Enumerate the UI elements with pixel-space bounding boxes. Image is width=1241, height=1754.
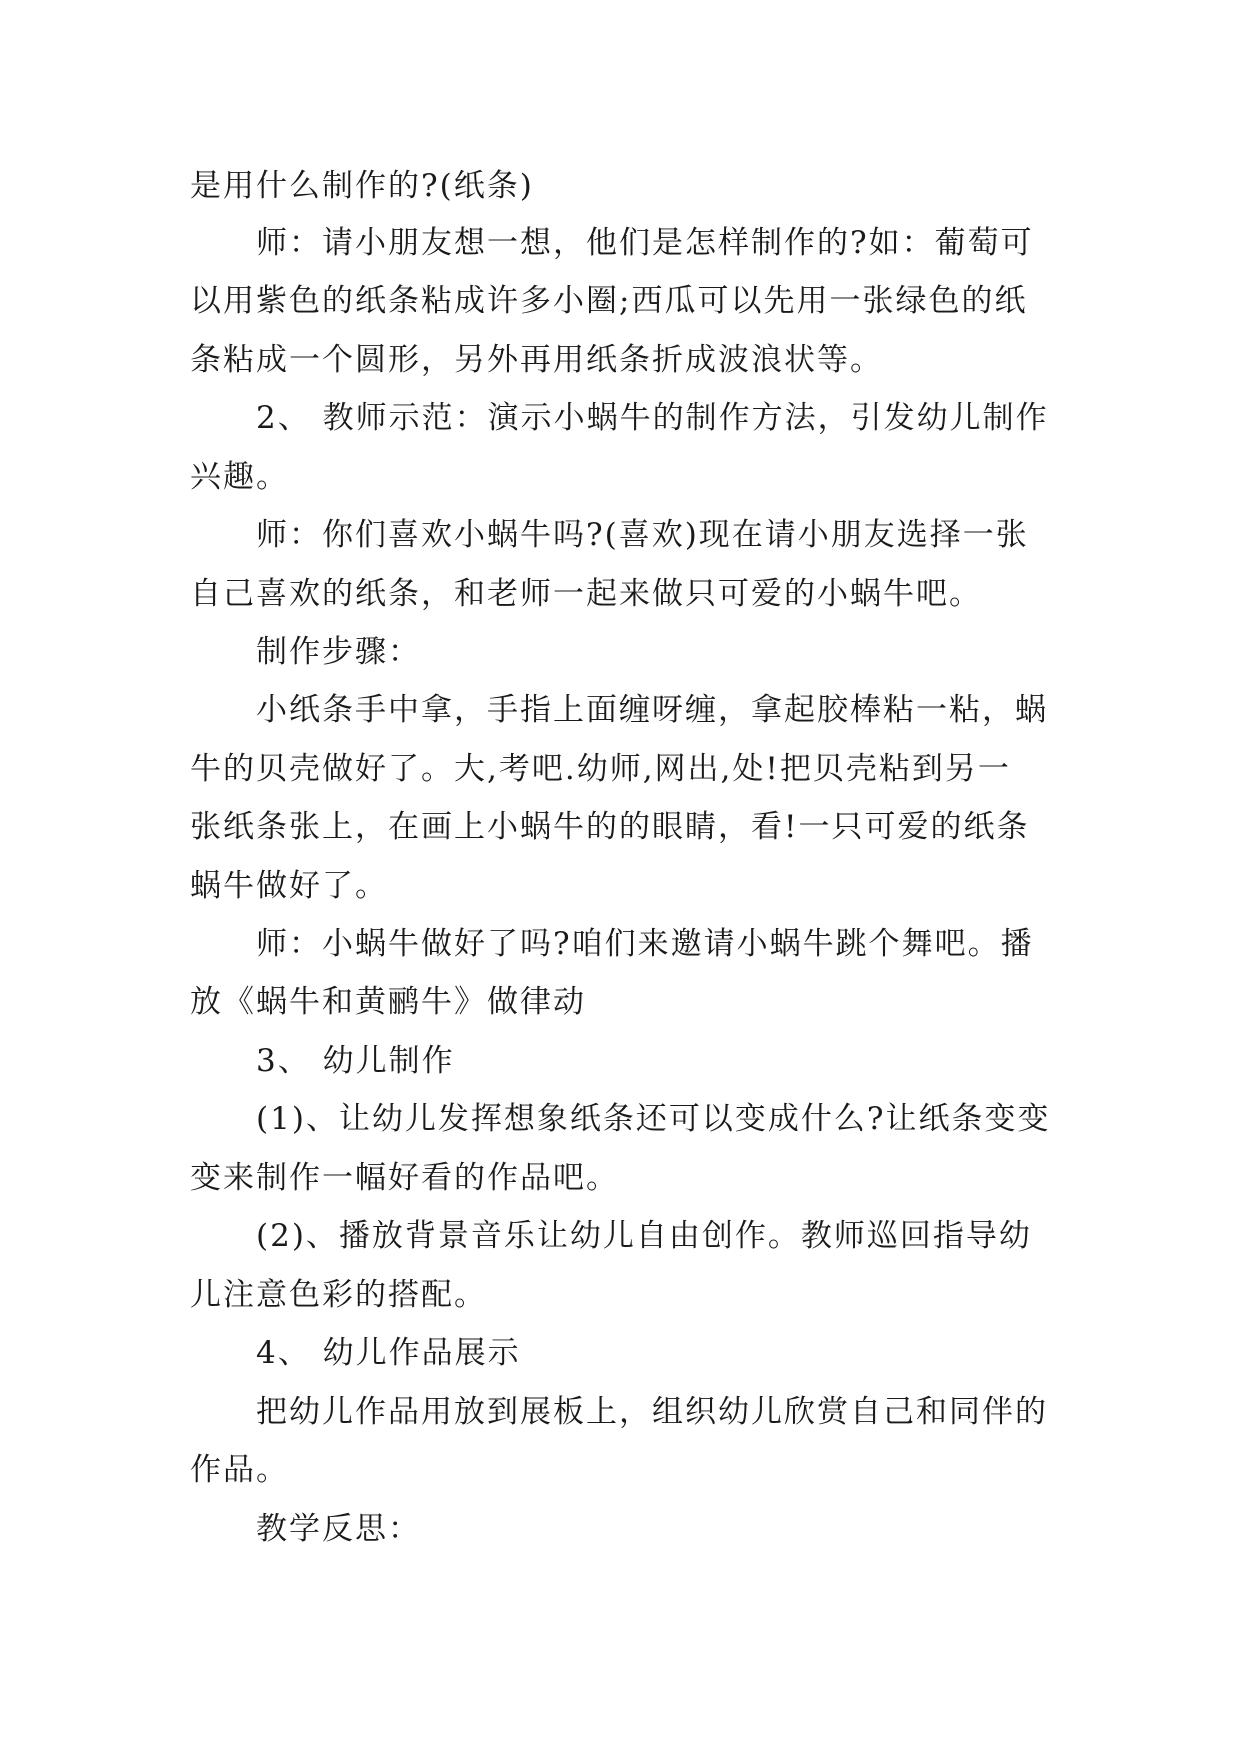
text-line: 2、 教师示范：演示小蜗牛的制作方法，引发幼儿制作	[256, 400, 1049, 436]
text-line: 以用紫色的纸条粘成许多小圈;西瓜可以先用一张绿色的纸	[190, 283, 1028, 319]
text-line: 把幼儿作品用放到展板上，组织幼儿欣赏自己和同伴的	[256, 1394, 1048, 1430]
text-line: 3、 幼儿制作	[256, 1043, 455, 1079]
text-line: 师：小蜗牛做好了吗?咱们来邀请小蜗牛跳个舞吧。播	[256, 926, 1034, 962]
text-line: 条粘成一个圆形，另外再用纸条折成波浪状等。	[190, 342, 883, 378]
text-line: 教学反思：	[256, 1511, 421, 1547]
text-line: 小纸条手中拿，手指上面缠呀缠，拿起胶棒粘一粘，蜗	[256, 692, 1048, 728]
text-line: 师：你们喜欢小蜗牛吗?(喜欢)现在请小朋友选择一张	[256, 517, 1029, 553]
text-line: 自己喜欢的纸条，和老师一起来做只可爱的小蜗牛吧。	[190, 576, 982, 612]
text-line: 作品。	[190, 1452, 289, 1488]
text-line: 变来制作一幅好看的作品吧。	[190, 1160, 619, 1196]
text-line: 儿注意色彩的搭配。	[190, 1277, 487, 1313]
text-line: 蜗牛做好了。	[190, 868, 388, 904]
text-line: (2)、播放背景音乐让幼儿自由创作。教师巡回指导幼	[256, 1218, 1032, 1254]
text-line: 制作步骤：	[256, 634, 421, 670]
text-line: 4、 幼儿作品展示	[256, 1335, 521, 1371]
text-line: (1)、让幼儿发挥想象纸条还可以变成什么?让纸条变变	[256, 1101, 1051, 1137]
text-line: 师：请小朋友想一想，他们是怎样制作的?如：葡萄可	[256, 225, 1034, 261]
text-line: 放《蜗牛和黄鹂牛》做律动	[190, 984, 586, 1020]
text-line: 是用什么制作的?(纸条)	[190, 168, 534, 204]
text-line: 牛的贝壳做好了。大,考吧.幼师,网出,处!把贝壳粘到另一	[190, 751, 1011, 787]
text-line: 兴趣。	[190, 459, 289, 495]
text-line: 张纸条张上，在画上小蜗牛的的眼睛，看!一只可爱的纸条	[190, 809, 1030, 845]
